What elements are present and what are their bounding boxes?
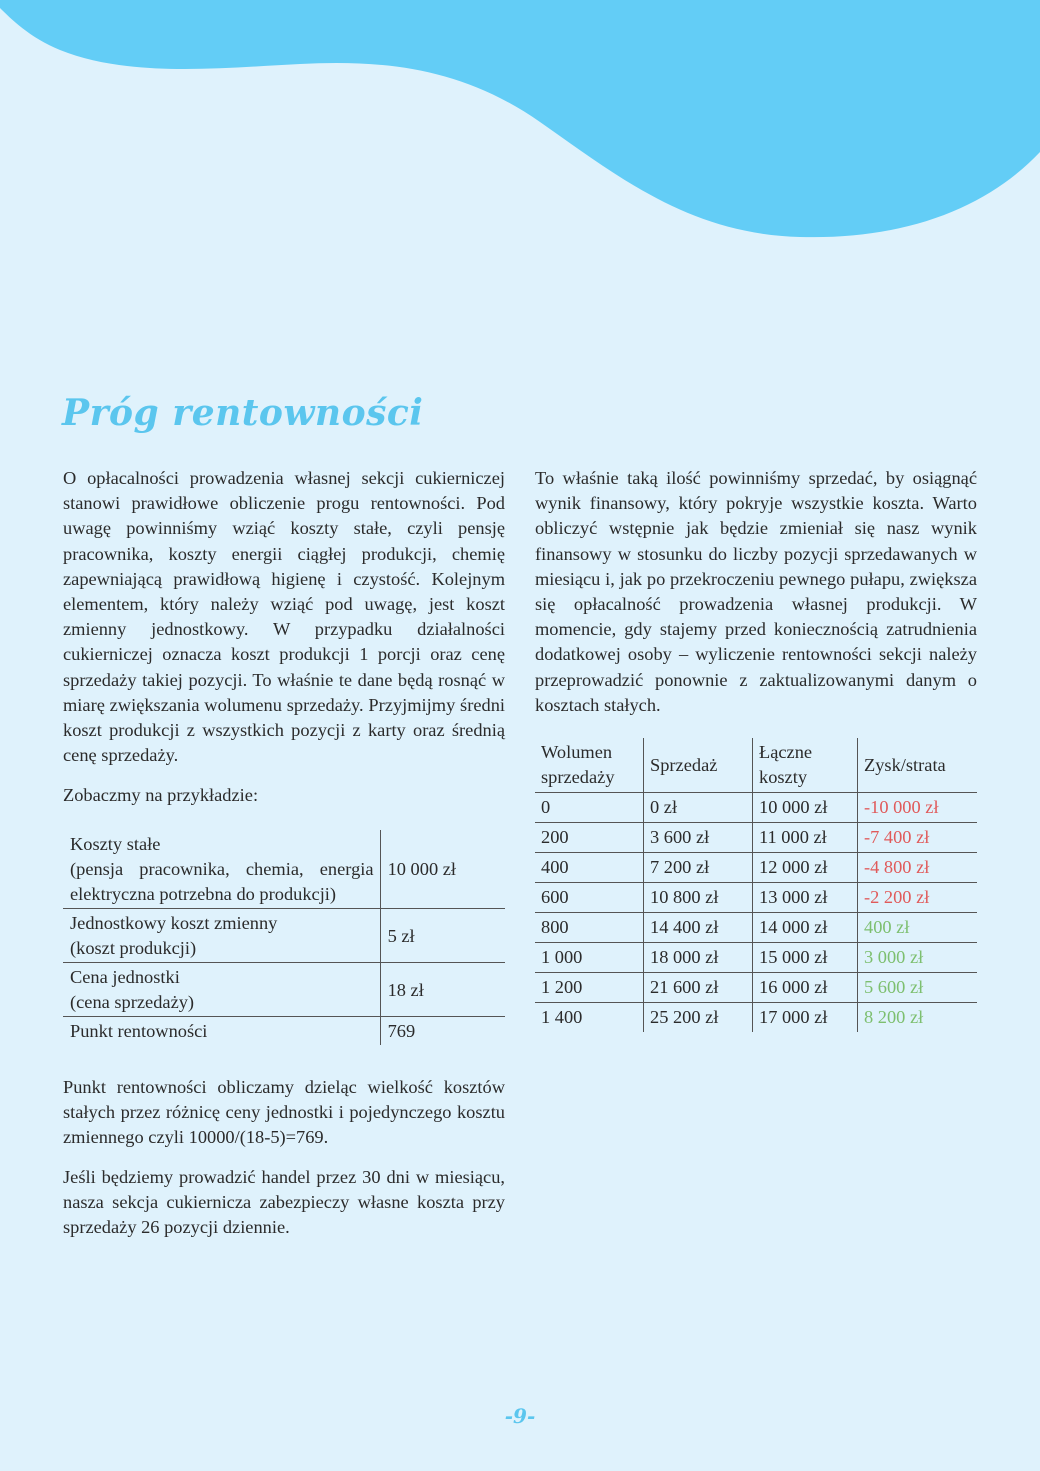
header-costs [753,738,858,793]
cell-sales: 10 800 zł [644,883,753,913]
cell-sales: 0 zł [644,793,753,823]
cost-label [63,1017,380,1046]
example-text: Zobaczmy na przykładzie: [63,785,259,805]
table-row [63,830,505,909]
table-row [63,963,505,1017]
right-text: To właśnie taką ilość powinniśmy sprzedać, by osiągnąć wynik finansowy, który pokryje wszystkie koszta. Warto obliczyć wstępnie jak będzie zmieniał się nasz wynik finansowy w stosunku do liczby pozycji sprzedawanych w miesiącu i, jak po przekroczeniu pewnego pułapu, zwiększa się opłacalność prowadzenia własnej produkcji. W momencie, gdy stajemy przed koniecznością zatrudnienia dodatkowej osoby – wyliczenie rentowności sekcji należy przeprowadzić ponownie z zaktualizowanymi danym o kosztach stałych. [535,468,977,715]
cell-volume: 200 [535,823,644,853]
table-row [535,1003,977,1033]
cell-volume: 400 [535,853,644,883]
cell-costs: 10 000 zł [753,793,858,823]
table-row [63,909,505,963]
cost-label-main: Cena jednostki [70,967,180,987]
intro-paragraph [63,466,505,768]
header-volume-line1: Wolumen [541,742,613,762]
table-row [535,973,977,1003]
sales-table [535,738,977,1032]
cost-label-main: Jednostkowy koszt zmienny [70,913,278,933]
table-row [535,823,977,853]
table-row [535,883,977,913]
cell-sales: 14 400 zł [644,913,753,943]
cell-costs: 11 000 zł [753,823,858,853]
cost-label-main: Punkt rentowności [70,1021,208,1041]
cost-label-sub: (cena sprzedaży) [70,992,195,1012]
example-lead [63,783,505,808]
cell-profit: 8 200 zł [858,1003,978,1033]
cell-sales: 25 200 zł [644,1003,753,1033]
cost-table [63,830,505,1045]
cell-volume: 1 400 [541,1006,583,1027]
cost-label-main: Koszty stałe [70,834,161,854]
table-row [535,853,977,883]
table-row [63,1017,505,1046]
cost-value: 5 zł [380,909,505,963]
header-sales: Sprzedaż [644,738,753,793]
cell-sales: 18 000 zł [644,943,753,973]
cell-profit: 5 600 zł [858,973,978,1003]
decorative-wave [0,0,1040,240]
cost-label [63,909,380,963]
right-paragraph [535,466,977,718]
cell-volume: 800 [535,913,644,943]
cell-costs: 13 000 zł [753,883,858,913]
cost-label-sub: (koszt produkcji) [70,938,197,958]
page-title: Próg rentowności [62,392,424,434]
cell-sales: 3 600 zł [644,823,753,853]
daily-paragraph [63,1165,505,1241]
cell-volume: 1 200 [535,973,644,1003]
cell-volume: 600 [535,883,644,913]
table-row [535,793,977,823]
cell-costs: 16 000 zł [753,973,858,1003]
header-volume [535,738,644,793]
cost-label-sub: (pensja pracownika, chemia, energia elektryczna potrzebna do produkcji) [70,859,374,904]
table-row [535,943,977,973]
cell-costs: 15 000 zł [753,943,858,973]
daily-text: Jeśli będziemy prowadzić handel przez 30 dni w miesiącu, nasza sekcja cukiernicza zabezpieczy własne koszta przy sprzedaży 26 pozycji dziennie. [63,1167,505,1238]
table-header-row [535,738,977,793]
cell-profit: -2 200 zł [858,883,978,913]
cell-volume: 0 [535,793,644,823]
cell-profit: -4 800 zł [858,853,978,883]
table-row [535,913,977,943]
calculation-text: Punkt rentowności obliczamy dzieląc wielkość kosztów stałych przez różnicę ceny jednostki i pojedynczego kosztu zmiennego czyli 10000/(18-5)=769. [63,1077,505,1148]
cost-value: 769 [380,1017,505,1046]
cost-value: 18 zł [380,963,505,1017]
cost-value: 10 000 zł [380,830,505,909]
cell-costs: 12 000 zł [753,853,858,883]
header-costs-line1: Łączne [759,742,813,762]
header-costs-line2: koszty [759,767,808,787]
cell-profit: 400 zł [858,913,978,943]
cell-costs: 17 000 zł [753,1003,858,1033]
header-profit: Zysk/strata [858,738,978,793]
page-number: -9- [504,1404,536,1428]
cell-profit: -7 400 zł [858,823,978,853]
header-volume-line2: sprzedaży [541,767,615,787]
cell-volume: 1 000 [535,943,644,973]
intro-text: O opłacalności prowadzenia własnej sekcji cukierniczej stanowi prawidłowe obliczenie progu rentowności. Pod uwagę powinniśmy wziąć koszty stałe, czyli pensję pracownika, koszty energii ciągłej produkcji, chemię zapewniającą prawidłową higienę i czystość. Kolejnym elementem, który należy wziąć pod uwagę, jest koszt zmienny jednostkowy. W przypadku działalności cukierniczej oznacza koszt produkcji 1 porcji oraz cenę sprzedaży takiej pozycji. To właśnie te dane będą rosnąć w miarę zwiększania wolumenu sprzedaży. Przyjmijmy średni koszt produkcji z wszystkich pozycji z karty oraz średnią cenę sprzedaży. [63,468,505,766]
calculation-paragraph [63,1075,505,1151]
cell-costs: 14 000 zł [753,913,858,943]
cell-sales: 21 600 zł [644,973,753,1003]
cost-label [63,830,380,909]
cell-profit: -10 000 zł [858,793,978,823]
cell-profit: 3 000 zł [858,943,978,973]
cell-sales: 7 200 zł [644,853,753,883]
cost-label [63,963,380,1017]
